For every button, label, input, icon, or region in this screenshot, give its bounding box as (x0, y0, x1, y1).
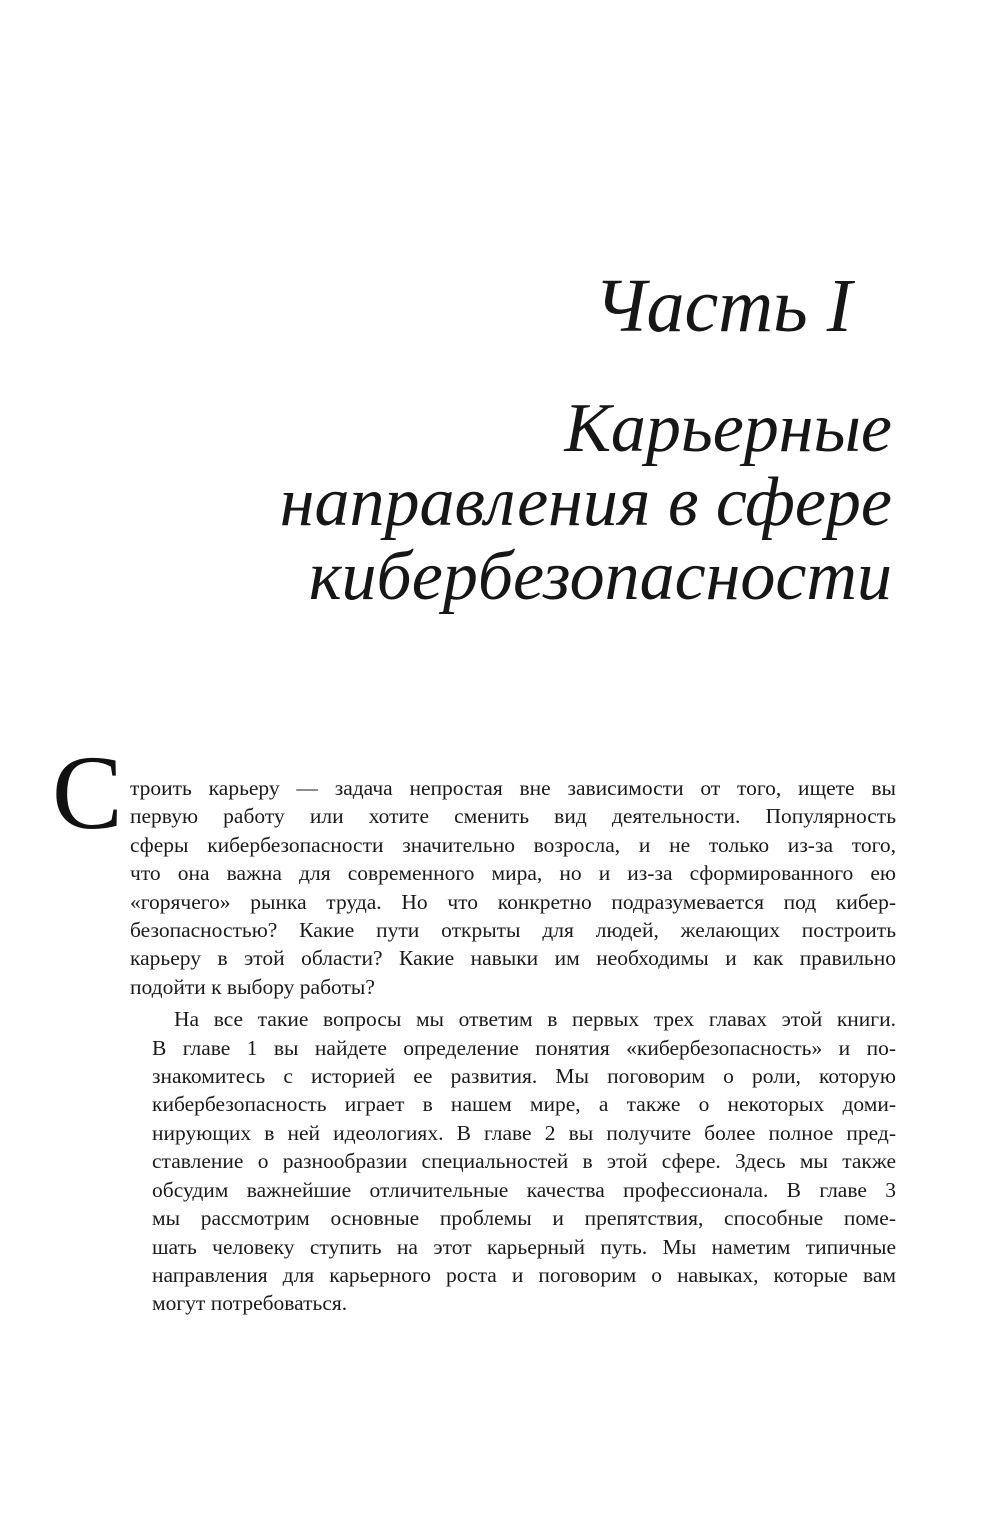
part-heading (280, 392, 892, 614)
text-line: обсудим важнейшие отличительные качества профессионала. В главе 3 (152, 1177, 896, 1202)
text-line: безопасностью? Какие пути открыты для людей, желающих построить (130, 918, 896, 943)
text-line: подойти к выбору работы? (130, 974, 375, 999)
text-line: троить карьеру — задача непростая вне зависимости от того, ищете вы (130, 776, 896, 800)
text-line: кибербезопасность играет в нашем мире, а также о некоторых доми- (152, 1092, 896, 1117)
text-line: знакомитесь с историей ее развития. Мы поговорим о роли, которую (152, 1064, 896, 1089)
text-line: мы рассмотрим основные проблемы и препятствия, способные поме- (152, 1206, 896, 1231)
text-line: сферы кибербезопасности значительно возросла, и не только из-за того, (130, 832, 896, 857)
text-line: «горячего» рынка труда. Но что конкретно подразумевается под кибер- (130, 889, 896, 914)
intro-paragraph (130, 774, 896, 1001)
drop-cap: С (52, 734, 123, 851)
text-line: На все такие вопросы мы ответим в первых трех главах этой книги. (174, 1007, 896, 1032)
text-line: что она важна для современного мира, но и из-за сформированного ею (130, 861, 896, 886)
body-text (130, 774, 896, 1318)
part-title: Часть I (594, 264, 852, 348)
heading-line: кибербезопасности (308, 538, 892, 615)
text-line: В главе 1 вы найдете определение понятия «кибербезопасность» и по- (152, 1035, 896, 1060)
text-line: нирующих в ней идеологиях. В главе 2 вы получите более полное пред- (152, 1120, 896, 1145)
text-line: первую работу или хотите сменить вид деятельности. Популярность (130, 804, 896, 829)
text-line: ставление о разнообразии специальностей в этой сфере. Здесь мы также (152, 1149, 896, 1174)
heading-line: Карьерные (564, 390, 892, 467)
overview-paragraph (130, 1005, 896, 1317)
text-line: могут потребоваться. (152, 1291, 348, 1316)
text-line: карьеру в этой области? Какие навыки им необходимы и как правильно (130, 946, 896, 971)
text-line: шать человеку ступить на этот карьерный путь. Мы наметим типичные (152, 1234, 896, 1259)
text-line: направления для карьерного роста и поговорим о навыках, которые вам (152, 1262, 896, 1287)
heading-line: направления в сфере (279, 464, 892, 541)
